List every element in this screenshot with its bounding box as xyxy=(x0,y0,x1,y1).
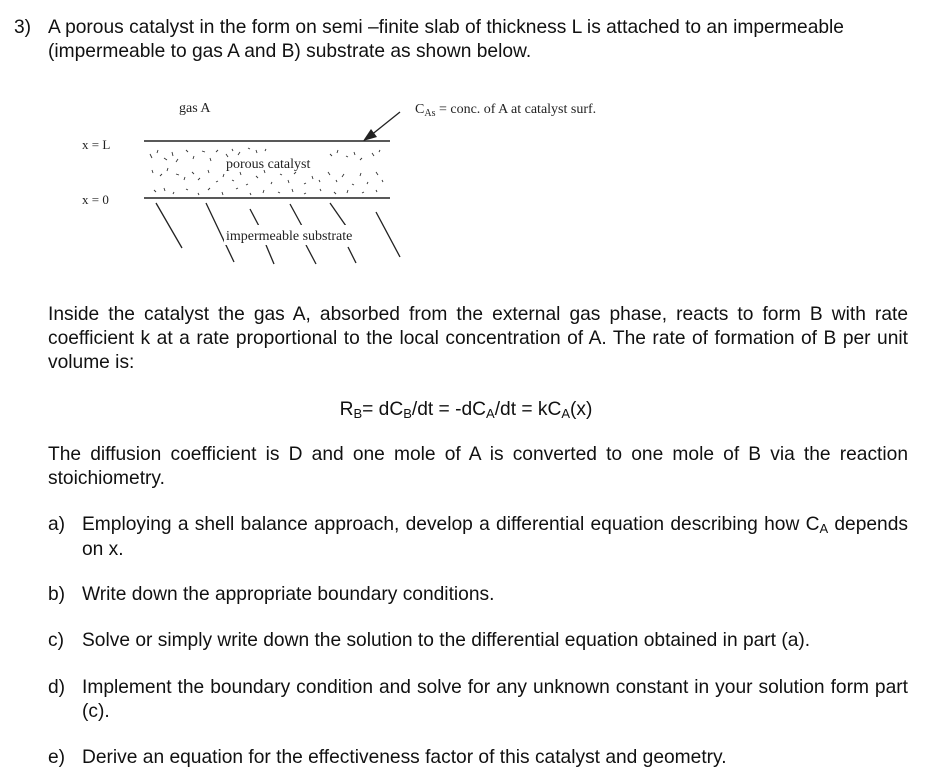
eq-part-4: /dt = kC xyxy=(494,399,562,420)
part-c-label: c) xyxy=(48,630,64,651)
part-b-text: Write down the appropriate boundary conditions. xyxy=(82,584,495,605)
part-e-text: Derive an equation for the effectiveness factor of this catalyst and geometry. xyxy=(82,747,727,768)
cas-annotation xyxy=(415,102,596,119)
x-equals-zero-label: x = 0 xyxy=(82,192,109,207)
eq-sub-3: A xyxy=(486,406,495,421)
eq-sub-4: A xyxy=(561,406,571,421)
catalyst-diagram xyxy=(60,92,660,267)
rate-equation xyxy=(0,398,932,423)
part-e-label: e) xyxy=(48,747,66,768)
x-equals-l-label: x = L xyxy=(82,137,111,152)
eq-part-2: = dC xyxy=(362,399,404,420)
part-a-label: a) xyxy=(48,514,66,535)
cas-symbol: C xyxy=(415,102,425,117)
eq-part-1: R xyxy=(339,399,354,420)
part-d-text: Implement the boundary condition and solve for any unknown constant in your solution form part (c). xyxy=(82,677,908,722)
question-number: 3) xyxy=(14,17,32,38)
part-a-sub: A xyxy=(819,521,829,536)
impermeable-substrate-label: impermeable substrate xyxy=(226,229,353,244)
eq-sub-1: B xyxy=(353,406,363,421)
cas-description: = conc. of A at catalyst surf. xyxy=(435,102,597,117)
part-b-label: b) xyxy=(48,584,66,605)
surface-arrow-head xyxy=(363,129,377,141)
part-d-label: d) xyxy=(48,677,66,698)
eq-sub-2: B xyxy=(403,406,412,421)
cas-subscript: As xyxy=(424,108,436,119)
question-intro: A porous catalyst in the form on semi –finite slab of thickness L is attached to an impermeable (impermeable to gas A and B) substrate as shown below. xyxy=(48,17,844,62)
part-c-text: Solve or simply write down the solution to the differential equation obtained in part (a). xyxy=(82,630,811,651)
eq-part-3: /dt = -dC xyxy=(411,399,487,420)
porous-catalyst-label: porous catalyst xyxy=(226,157,311,172)
part-a-after: depends on x. xyxy=(82,514,908,560)
paragraph-reaction-description: Inside the catalyst the gas A, absorbed from the external gas phase, reacts to form B with rate coefficient k at a rate proportional to the local concentration of A. The rate of formation of B per unit volume is: xyxy=(48,304,908,373)
part-a-main: Employing a shell balance approach, develop a differential equation describing how C xyxy=(82,514,820,535)
eq-part-5: (x) xyxy=(570,399,593,420)
surface-arrow-shaft xyxy=(370,112,400,136)
paragraph-diffusion: The diffusion coefficient is D and one mole of A is converted to one mole of B via the reaction stoichiometry. xyxy=(48,444,908,489)
part-a-text xyxy=(82,513,908,562)
gas-a-label: gas A xyxy=(179,101,211,116)
